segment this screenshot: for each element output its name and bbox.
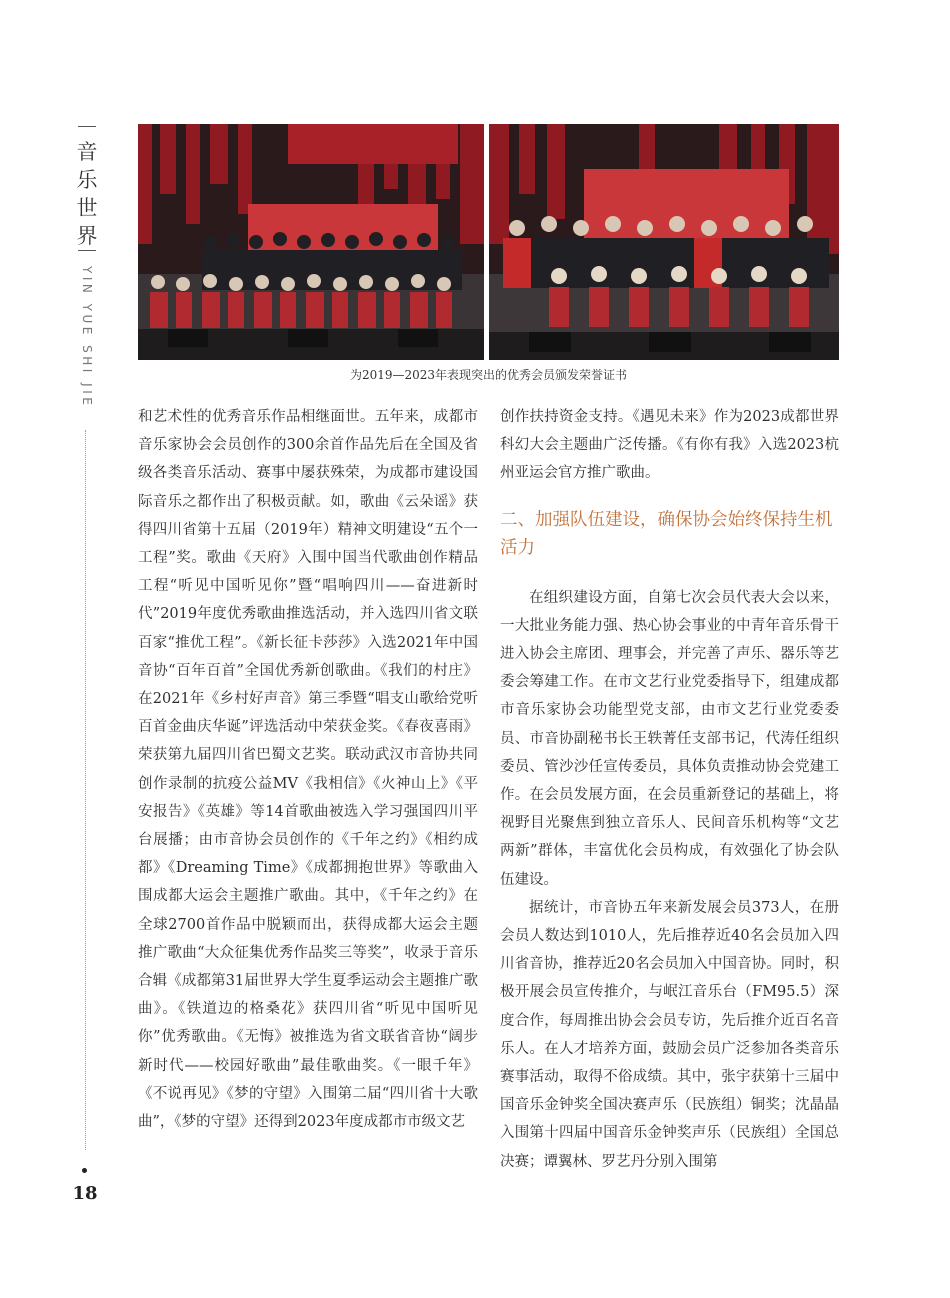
article-paragraph: 和艺术性的优秀音乐作品相继面世。五年来，成都市音乐家协会会员创作的300余首作品先后在全国及省级各类音乐活动、赛事中屡获殊荣，为成都市建设国际音乐之都作出了积极贡献。如，歌曲《云朵谣》获得四川省第十五届（2019年）精神文明建设“五个一工程”奖。歌曲《天府》入围中国当代歌曲创作精品工程“听见中国听见你”暨“唱响四川——奋进新时代”2019年度优秀歌曲推选活动，并入选四川省文联百家“推优工程”。《新长征卡莎莎》入选2021年中国音协“百年百首”全国优秀新创歌曲。《我们的村庄》在2021年《乡村好声音》第三季暨“唱支山歌给党听 百首金曲庆华诞”评选活动中荣获金奖。《春夜喜雨》荣获第九届四川省巴蜀文艺奖。联动武汉市音协共同创作录制的抗疫公益MV《我相信》《火神山上》《平安报告》《英雄》等14首歌曲被选入学习强国四川平台展播；由市音协会员创作的《千年之约》《相约成都》《Dreaming Time》《成都拥抱世界》等歌曲入围成都大运会主题推广歌曲。其中，《千年之约》在全球2700首作品中脱颖而出，获得成都大运会主题推广歌曲“大众征集优秀作品奖三等奖”，收录于音乐合辑《成都第31届世界大学生夏季运动会主题推广歌曲》。《铁道边的格桑花》获四川省“听见中国听见你”优秀歌曲。《无悔》被推选为省文联省音协“阔步新时代——校园好歌曲”最佳歌曲奖。《一眼千年》《不说再见》《梦的守望》入围第二届“四川省十大歌曲”，《梦的守望》还得到2023年度成都市市级文艺 [138, 409, 478, 1131]
masthead-char: 界 [76, 224, 98, 248]
article-paragraph: 创作扶持资金支持。《遇见未来》作为2023成都世界科幻大会主题曲广泛传播。《有你有我》入选2023杭州亚运会官方推广歌曲。 [500, 409, 839, 482]
group-photo-right [489, 124, 839, 360]
article-paragraph: 据统计，市音协五年来新发展会员373人，在册会员人数达到1010人，先后推荐近40名会员加入四川省音协，推荐近20名会员加入中国音协。同时，积极开展会员宣传推介，与岷江音乐台（FM95.5）深度合作，每周推出协会会员专访，先后推介近百名音乐人。在人才培养方面，鼓励会员广泛参加各类音乐赛事活动，取得不俗成绩。其中，张宇获第十三届中国音乐金钟奖全国决赛声乐（民族组）铜奖；沈晶晶入围第十四届中国音乐金钟奖声乐（民族组）全国总决赛；谭翼林、罗艺丹分别入围第 [500, 899, 839, 1170]
masthead-char: 世 [76, 196, 98, 220]
masthead-char: 音 [76, 140, 98, 164]
page-number: 18 [72, 1183, 98, 1204]
masthead-dotted-rule [85, 430, 86, 1150]
section-heading: 二、加强队伍建设，确保协会始终保持生机活力 [500, 509, 833, 558]
photo-caption: 为2019—2023年表现突出的优秀会员颁发荣誉证书 [349, 368, 628, 382]
group-photo-left [138, 124, 484, 360]
article-column-left [138, 403, 478, 1136]
masthead-rule-mid [78, 250, 96, 251]
group-photo-left-image [138, 124, 484, 360]
masthead-pinyin: YIN YUE SHI JIE [80, 266, 94, 409]
masthead-title [73, 138, 101, 250]
article-paragraph: 在组织建设方面，自第七次会员代表大会以来，一大批业务能力强、热心协会事业的中青年音乐骨干进入协会主席团、理事会，并完善了声乐、器乐等艺委会筹建工作。在市文艺行业党委指导下，组建成都市音乐家协会功能型党支部，由市文艺行业党委委员、市音协副秘书长王轶菁任支部书记，代涛任组织委员、管沙沙任宣传委员，具体负责推动协会党建工作。在会员发展方面，在会员重新登记的基础上，将视野目光聚焦到独立音乐人、民间音乐机构等“文艺两新”群体，丰富优化会员构成，有效强化了协会队伍建设。 [500, 589, 839, 888]
article-column-right [500, 403, 839, 1176]
page-number-dot [82, 1168, 87, 1173]
masthead-char: 乐 [76, 168, 98, 192]
group-photo-right-image [489, 124, 839, 360]
masthead-rule-top [78, 126, 96, 127]
